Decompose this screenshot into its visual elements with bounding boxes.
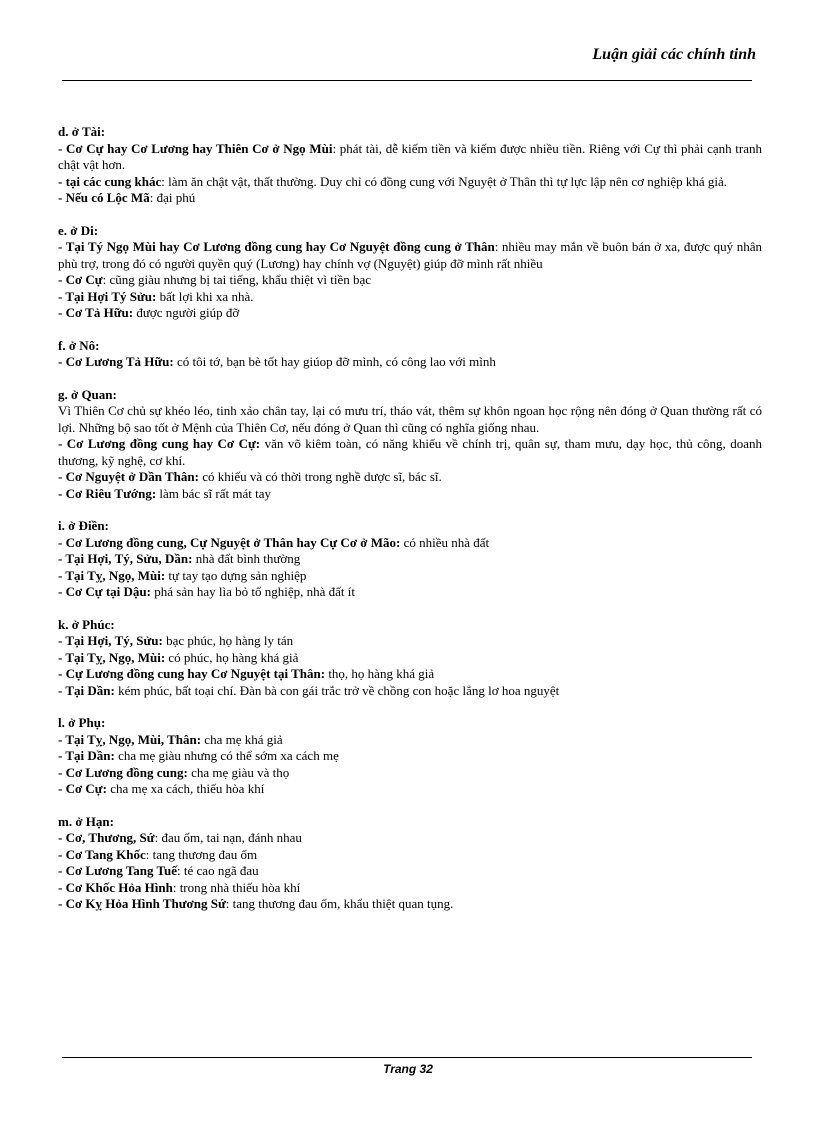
section-heading: g. ở Quan: bbox=[58, 386, 117, 402]
item-label: - Tại Hợi, Tý, Sửu: bbox=[58, 633, 163, 648]
item-label: - Cơ Lương đồng cung, Cự Nguyệt ở Thân hay Cự Cơ ở Mão: bbox=[58, 534, 401, 550]
page-header-title: Luận giải các chính tinh bbox=[592, 46, 756, 63]
item-text: tự tay tạo dựng sản nghiệp bbox=[165, 567, 307, 583]
item-label: - Tại Tý Ngọ Mùi hay Cơ Lương đồng cung hay Cơ Nguyệt đồng cung ở Thân bbox=[58, 239, 495, 254]
item-text: cha mẹ giàu và thọ bbox=[187, 764, 290, 780]
item-label: - Cơ Nguyệt ở Dần Thân: bbox=[58, 469, 199, 484]
item-text: : cũng giàu nhưng bị tai tiếng, khẩu thiệt vì tiền bạc bbox=[102, 272, 372, 287]
section bbox=[58, 518, 762, 601]
item-label: - Cơ Lương đồng cung hay Cơ Cự: bbox=[58, 436, 261, 451]
item-text: nhà đất bình thường bbox=[192, 551, 301, 566]
item-label: - Cơ Tả Hữu: bbox=[58, 305, 134, 320]
list-item bbox=[58, 781, 762, 798]
item-text: Vì Thiên Cơ chủ sự khéo léo, tinh xảo chân tay, lại có mưu trí, tháo vát, thêm sự khôn ngoan học rộng nên đóng ở Quan thường rất có lợi. Những bộ sao tốt ở Mệnh của Thiên Cơ, nếu đóng ở Quan thì cũng có nghĩa giống nhau. bbox=[58, 403, 762, 435]
item-text: cha mẹ xa cách, thiếu hòa khí bbox=[106, 781, 265, 796]
item-text: : làm ăn chật vật, thất thường. Duy chỉ có đồng cung với Nguyệt ở Thân thì tự lực lập nên cơ nghiệp khá giả. bbox=[161, 173, 728, 189]
section bbox=[58, 223, 762, 322]
item-label: - Tại Hợi Tý Sửu: bbox=[58, 288, 157, 304]
list-item bbox=[58, 289, 762, 306]
item-label: - Cơ Tang Khốc bbox=[58, 846, 146, 862]
section bbox=[58, 814, 762, 913]
list-item bbox=[58, 354, 762, 371]
section-heading: k. ở Phúc: bbox=[58, 616, 115, 632]
list-item bbox=[58, 174, 762, 191]
item-label: - Cự Lương đồng cung hay Cơ Nguyệt tại Thân: bbox=[58, 666, 326, 681]
item-label: - Cơ Cự tại Dậu: bbox=[58, 584, 151, 599]
list-item bbox=[58, 847, 762, 864]
list-item bbox=[58, 551, 762, 568]
section-heading: i. ở Điền: bbox=[58, 518, 109, 533]
item-label: - Cơ Cự hay Cơ Lương hay Thiên Cơ ở Ngọ Mùi bbox=[58, 140, 333, 156]
item-text: thọ, họ hàng khá giả bbox=[325, 666, 435, 681]
item-text: : tang thương đau ốm bbox=[145, 846, 258, 862]
item-label: - Cơ Kỵ Hỏa Hình Thương Sứ bbox=[58, 896, 226, 911]
list-item bbox=[58, 141, 762, 174]
item-label: - Tại Tỵ, Ngọ, Mùi, Thân: bbox=[58, 731, 202, 747]
list-item bbox=[58, 568, 762, 585]
section-heading: m. ở Hạn: bbox=[58, 813, 114, 829]
item-label: - Cơ Cự: bbox=[58, 781, 107, 796]
item-text: : đau ốm, tai nạn, đánh nhau bbox=[154, 830, 302, 845]
item-text: bất lợi khi xa nhà. bbox=[156, 288, 254, 304]
section-heading: f. ở Nô: bbox=[58, 337, 100, 353]
section bbox=[58, 124, 762, 207]
list-item bbox=[58, 535, 762, 552]
list-item bbox=[58, 486, 762, 503]
list-item bbox=[58, 436, 762, 469]
list-item bbox=[58, 584, 762, 601]
section-heading: e. ở Di: bbox=[58, 222, 99, 238]
list-item bbox=[58, 748, 762, 765]
item-text: : trong nhà thiếu hòa khí bbox=[172, 879, 301, 895]
item-text: có khiếu và có thời trong nghề dược sĩ, bác sĩ. bbox=[198, 469, 442, 484]
document-body bbox=[58, 124, 762, 929]
list-item bbox=[58, 403, 762, 436]
list-item bbox=[58, 666, 762, 683]
item-text: : phát tài, dễ kiếm tiền và kiếm được nhiều tiền. Riêng với Cự thì phải cạnh tranh chật vật hơn. bbox=[58, 140, 763, 172]
list-item bbox=[58, 190, 762, 207]
list-item bbox=[58, 863, 762, 880]
item-label: - Cơ, Thương, Sứ bbox=[58, 830, 155, 845]
item-label: - Tại Dần: bbox=[58, 682, 115, 698]
item-text: được người giúp đỡ bbox=[133, 305, 240, 320]
page-number: Trang 32 bbox=[383, 1062, 433, 1076]
item-text: văn võ kiêm toàn, có năng khiếu về chính trị, quân sự, tham mưu, dạy học, thủ công, doanh thương, kỹ nghệ, cơ khí. bbox=[58, 436, 762, 468]
section bbox=[58, 387, 762, 503]
item-label: - Cơ Lương Tang Tuế bbox=[58, 863, 178, 878]
list-item bbox=[58, 765, 762, 782]
item-label: - Tại Hợi, Tý, Sửu, Dần: bbox=[58, 551, 193, 566]
item-text: cha mẹ giàu nhưng có thể sớm xa cách mẹ bbox=[114, 748, 339, 763]
section-heading: l. ở Phụ: bbox=[58, 715, 106, 730]
item-text: : đại phú bbox=[149, 190, 196, 205]
item-label: - Cơ Riêu Tướng: bbox=[58, 485, 157, 501]
list-item bbox=[58, 305, 762, 322]
item-label: - Cơ Khốc Hỏa Hình bbox=[58, 879, 173, 895]
item-text: phá sản hay lìa bỏ tổ nghiệp, nhà đất ít bbox=[151, 584, 355, 599]
list-item bbox=[58, 633, 762, 650]
item-text: có nhiều nhà đất bbox=[400, 534, 490, 550]
item-text: có tôi tớ, bạn bè tốt hay giúop đỡ mình, có công lao với mình bbox=[173, 354, 496, 369]
section bbox=[58, 715, 762, 798]
section bbox=[58, 617, 762, 700]
list-item bbox=[58, 830, 762, 847]
item-label: - tại các cung khác bbox=[58, 173, 162, 189]
header-rule bbox=[62, 80, 752, 81]
section bbox=[58, 338, 762, 371]
item-label: - Cơ Cự bbox=[58, 272, 103, 287]
list-item bbox=[58, 732, 762, 749]
list-item bbox=[58, 239, 762, 272]
item-label: - Cơ Lương Tả Hữu: bbox=[58, 354, 174, 369]
item-label: - Tại Tỵ, Ngọ, Mùi: bbox=[58, 567, 166, 583]
item-text: bạc phúc, họ hàng ly tán bbox=[162, 633, 294, 648]
list-item bbox=[58, 880, 762, 897]
list-item bbox=[58, 469, 762, 486]
item-text: kém phúc, bất toại chí. Đàn bà con gái trắc trở về chồng con hoặc lẳng lơ hoa nguyệt bbox=[114, 682, 560, 698]
section-heading: d. ở Tài: bbox=[58, 124, 106, 139]
item-text: có phúc, họ hàng khá giả bbox=[165, 649, 299, 665]
footer-rule bbox=[62, 1057, 752, 1058]
item-text: : tang thương đau ốm, khẩu thiệt quan tụng. bbox=[225, 896, 454, 911]
item-text: làm bác sĩ rất mát tay bbox=[156, 485, 271, 501]
list-item bbox=[58, 650, 762, 667]
list-item bbox=[58, 272, 762, 289]
item-label: - Tại Tỵ, Ngọ, Mùi: bbox=[58, 649, 166, 665]
item-label: - Cơ Lương đồng cung: bbox=[58, 764, 188, 780]
item-text: cha mẹ khá giả bbox=[201, 731, 283, 747]
item-text: : té cao ngã đau bbox=[177, 863, 259, 878]
item-label: - Tại Dần: bbox=[58, 748, 115, 763]
item-text: : nhiều may mắn về buôn bán ở xa, được quý nhân phù trợ, trong đó có người quyền quý (Lương) hay chính vợ (Nguyệt) giúp đỡ mình rất nhiều bbox=[58, 239, 762, 271]
list-item bbox=[58, 683, 762, 700]
item-label: - Nếu có Lộc Mã bbox=[58, 190, 150, 205]
list-item bbox=[58, 896, 762, 913]
